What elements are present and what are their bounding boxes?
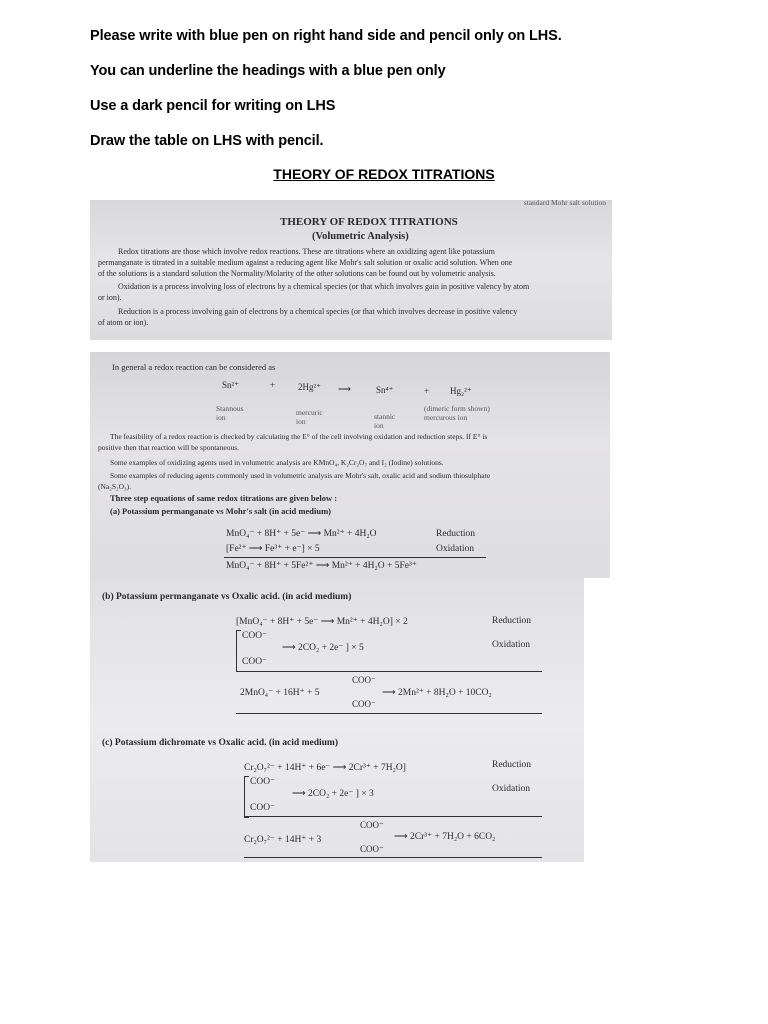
photo2-a-sum-line <box>224 557 486 558</box>
photo3-c-coo-bottom: COO⁻ <box>250 803 276 813</box>
photo2-a-eq2-label: Oxidation <box>436 544 474 554</box>
photo-oxalic-equations <box>90 578 584 862</box>
photo2-feasibility-2: positive then that reaction will be spontaneous. <box>98 443 240 452</box>
photo-redox-general <box>90 352 610 578</box>
photo2-a-eq2: [Fe²⁺ ⟶ Fe³⁺ + e⁻] × 5 <box>226 544 320 554</box>
photo3-c-eq1-label: Reduction <box>492 760 532 770</box>
instruction-4: Draw the table on LHS with pencil. <box>90 133 324 149</box>
photo3-c-coo-top: COO⁻ <box>250 777 276 787</box>
photo2-eq-term-1: Sn²⁺ <box>222 380 239 390</box>
photo1-line-2: permanganate is titrated in a suitable medium against a reducing agent like Mohr's salt solution or oxalic acid solution. When one <box>98 258 513 267</box>
photo2-label-stannous: Stannous ion <box>216 404 244 422</box>
photo3-c-eq2-label: Oxidation <box>492 784 530 794</box>
instruction-3: Use a dark pencil for writing on LHS <box>90 98 336 114</box>
photo3-b-eq1: [MnO₄⁻ + 8H⁺ + 5e⁻ ⟶ Mn²⁺ + 4H₂O] × 2 <box>236 617 408 627</box>
photo1-line-7: of atom or ion). <box>98 318 149 327</box>
photo3-part-b: (b) Potassium permanganate vs Oxalic acid. (in acid medium) <box>102 592 352 602</box>
photo3-b-bracket <box>236 630 241 672</box>
photo1-line-4: Oxidation is a process involving loss of electrons by a chemical species (or that which involves gain in positive valency by atom <box>118 282 530 291</box>
photo2-label-mercurous: (dimeric form shown) mercurous ion <box>424 404 490 422</box>
photo2-a-eq3: MnO₄⁻ + 8H⁺ + 5Fe²⁺ ⟶ Mn²⁺ + 4H₂O + 5Fe³⁺ <box>226 561 417 571</box>
photo-theory-intro <box>90 200 612 340</box>
photo2-a-eq1-label: Reduction <box>436 529 476 539</box>
photo1-line-1: Redox titrations are those which involve redox reactions. These are titrations where an oxidizing agent like potassium <box>118 247 495 256</box>
instruction-2: You can underline the headings with a blue pen only <box>90 63 446 79</box>
photo2-reducing-2: (Na₂S₂O₃). <box>98 482 132 491</box>
photo1-line-6: Reduction is a process involving gain of electrons by a chemical species (or that which involves decrease in positive valency <box>118 307 518 316</box>
photo3-c-net-coo-bottom: COO⁻ <box>360 844 384 854</box>
photo2-reducing: Some examples of reducing agents commonly used in volumetric analysis are Mohr's salt, oxalic acid and sodium thiosulphate <box>110 471 491 480</box>
photo3-c-eq1: Cr₂O₇²⁻ + 14H⁺ + 6e⁻ ⟶ 2Cr³⁺ + 7H₂O] <box>244 763 406 773</box>
instruction-1: Please write with blue pen on right hand side and pencil only on LHS. <box>90 28 562 44</box>
photo3-b-net-coo-top: COO⁻ <box>352 675 376 685</box>
photo3-b-net-left: 2MnO₄⁻ + 16H⁺ + 5 <box>240 688 320 698</box>
photo3-b-eq2-label: Oxidation <box>492 640 530 650</box>
photo3-c-net-right: ⟶ 2Cr³⁺ + 7H₂O + 6CO₂ <box>394 832 496 842</box>
photo1-corner-text: standard Mohr salt solution <box>523 200 606 207</box>
photo2-part-a: (a) Potassium permanganate vs Mohr's salt (in acid medium) <box>110 506 331 516</box>
photo3-b-coo-bottom: COO⁻ <box>242 657 268 667</box>
photo2-eq-term-5: Sn⁴⁺ <box>376 385 394 395</box>
photo3-b-coo-top: COO⁻ <box>242 631 268 641</box>
photo1-line-3: of the solutions is a standard solution the Normality/Molarity of the other solutions can be found out by volumetric analysis. <box>98 269 496 278</box>
photo2-label-mercuric: mercuric ion <box>296 408 323 426</box>
photo2-oxidizing: Some examples of oxidizing agents used in volumetric analysis are KMnO₄, K₂Cr₂O₇ and I₂ (Iodine) solutions. <box>110 458 444 467</box>
photo1-line-5: or ion). <box>98 293 122 302</box>
photo2-label-stannic: stannic ion <box>374 412 396 430</box>
photo3-c-net-left: Cr₂O₇²⁻ + 14H⁺ + 3 <box>244 835 322 845</box>
document-title: THEORY OF REDOX TITRATIONS <box>273 166 495 182</box>
photo3-b-net-right: ⟶ 2Mn²⁺ + 8H₂O + 10CO₂ <box>382 688 492 698</box>
photo3-b-eq2: ⟶ 2CO₂ + 2e⁻ ] × 5 <box>282 643 364 653</box>
photo2-eq-term-7: Hg₂²⁺ <box>450 386 472 396</box>
photo3-b-net-coo-bottom: COO⁻ <box>352 699 376 709</box>
photo1-heading: THEORY OF REDOX TITRATIONS <box>280 216 458 228</box>
photo1-subheading: (Volumetric Analysis) <box>312 231 409 242</box>
photo2-eq-term-3: 2Hg²⁺ <box>298 382 321 392</box>
photo2-eq-term-6: + <box>424 386 430 396</box>
photo3-c-bracket <box>244 776 249 818</box>
photo3-b-sum-line <box>236 671 542 672</box>
photo3-b-net-line <box>236 713 542 714</box>
photo2-three-step: Three step equations of same redox titrations are given below : <box>110 493 338 503</box>
photo2-a-eq1: MnO₄⁻ + 8H⁺ + 5e⁻ ⟶ Mn²⁺ + 4H₂O <box>226 529 377 539</box>
photo2-intro: In general a redox reaction can be considered as <box>112 362 276 372</box>
photo3-c-net-coo-top: COO⁻ <box>360 820 384 830</box>
photo2-feasibility-1: The feasibility of a redox reaction is checked by calculating the E° of the cell involving oxidation and reduction steps. If E° is <box>110 432 488 441</box>
photo3-c-sum-line <box>244 816 542 817</box>
photo3-part-c: (c) Potassium dichromate vs Oxalic acid. (in acid medium) <box>102 738 338 748</box>
photo3-b-eq1-label: Reduction <box>492 616 532 626</box>
photo2-eq-term-4: ⟶ <box>338 384 351 394</box>
photo3-c-net-line <box>244 857 542 858</box>
photo2-eq-term-2: + <box>270 380 276 390</box>
photo3-c-eq2: ⟶ 2CO₂ + 2e⁻ ] × 3 <box>292 789 374 799</box>
